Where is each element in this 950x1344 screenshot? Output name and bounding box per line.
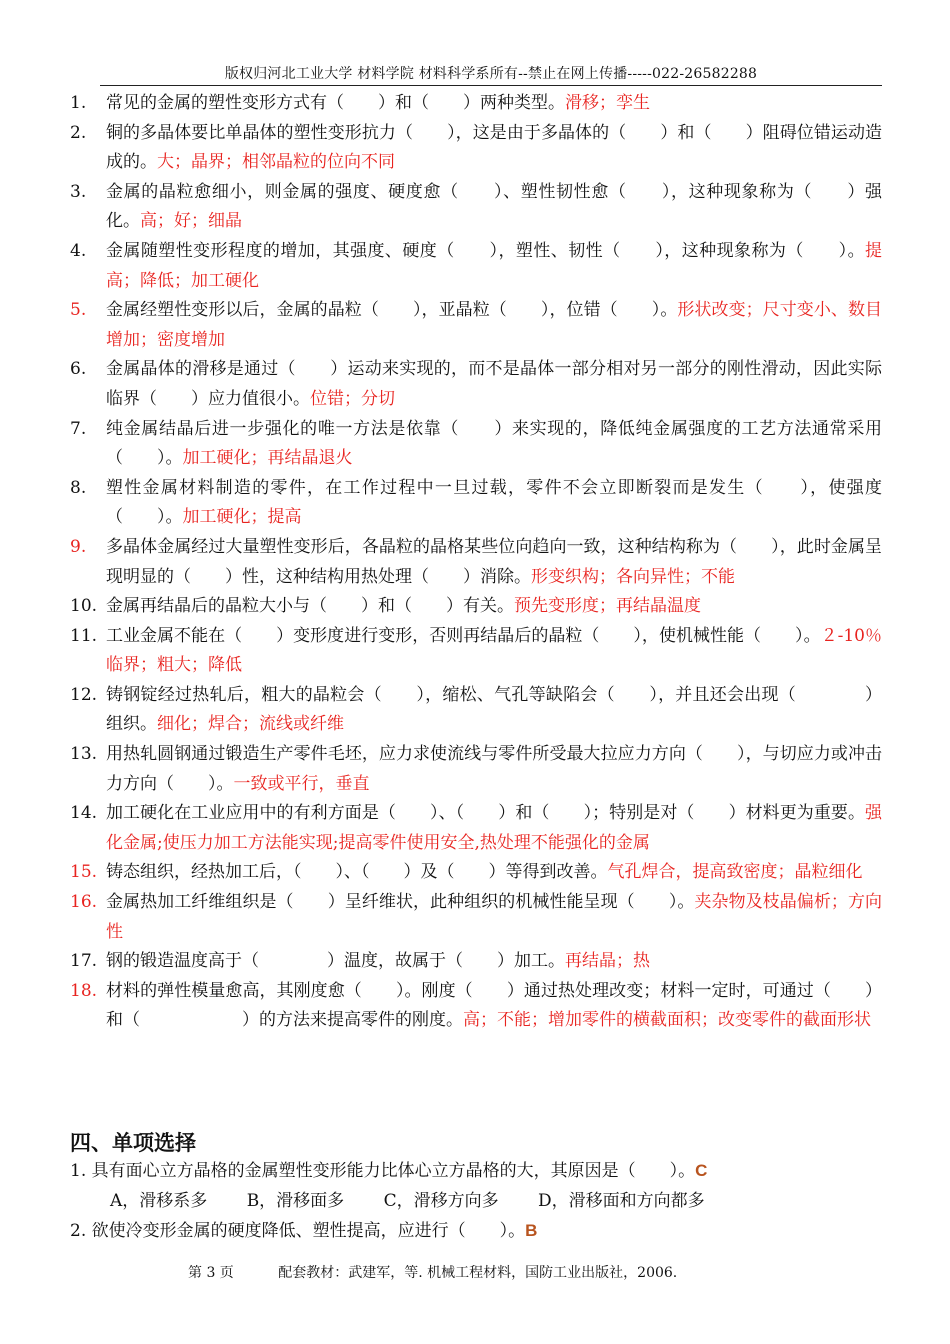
question-item bbox=[70, 622, 882, 681]
question-item bbox=[70, 858, 882, 888]
question-body bbox=[106, 888, 882, 947]
question-text: 金属再结晶后的晶粒大小与（ ）和（ ）有关。 bbox=[106, 596, 514, 617]
question-body bbox=[106, 178, 882, 237]
question-body bbox=[106, 740, 882, 799]
option-a: A，滑移系多 bbox=[110, 1191, 208, 1211]
question-number: 1. bbox=[70, 93, 87, 113]
choice-answer: C bbox=[695, 1161, 708, 1180]
choice-question-text: 2. 欲使冷变形金属的硬度降低、塑性提高，应进行（ ）。 bbox=[70, 1221, 526, 1241]
question-number: 2. bbox=[70, 122, 87, 143]
option-c: C，滑移方向多 bbox=[383, 1191, 499, 1211]
question-number: 6. bbox=[70, 359, 87, 380]
answer-text: 加工硬化；再结晶退火 bbox=[182, 448, 353, 469]
answer-text: 强化金属;使压力加工方法能实现;提高零件使用安全,热处理不能强化的金属 bbox=[106, 803, 882, 853]
question-number: 3. bbox=[70, 181, 87, 202]
question-number: 9. bbox=[70, 536, 87, 557]
question-body bbox=[106, 415, 882, 474]
question-number: 16. bbox=[70, 892, 98, 913]
question-item bbox=[70, 119, 882, 178]
question-text: 金属的晶粒愈细小，则金属的强度、硬度愈（ ）、塑性韧性愈（ ），这种现象称为（ ）强化。 bbox=[106, 181, 882, 232]
answer-text: 提高；降低；加工硬化 bbox=[106, 240, 882, 291]
question-text: 金属晶体的滑移是通过（ ）运动来实现的，而不是晶体一部分相对另一部分的刚性滑动，因此实际临界（ ）应力值很小。 bbox=[106, 359, 882, 409]
question-number: 12. bbox=[70, 684, 98, 705]
choice-question-text: 1. 具有面心立方晶格的金属塑性变形能力比体心立方晶格的大，其原因是（ ）。 bbox=[70, 1161, 696, 1181]
textbook-reference: 配套教材：武建军，等. 机械工程材料，国防工业出版社，2006. bbox=[278, 1265, 678, 1281]
answer-text: ２-10％临界；粗大；降低 bbox=[106, 625, 882, 676]
answer-text: 一致或平行，垂直 bbox=[233, 773, 370, 794]
question-text: 多晶体金属经过大量塑性变形后，各晶粒的晶格某些位向趋向一致，这种结构称为（ ），此时金属呈现明显的（ ）性，这种结构用热处理（ ）消除。 bbox=[106, 536, 882, 587]
answer-text: 预先变形度；再结晶温度 bbox=[514, 596, 701, 617]
answer-text: 形变织构；各向异性；不能 bbox=[531, 566, 735, 587]
answer-text: 细化；焊合；流线或纤维 bbox=[157, 714, 344, 735]
choice-answer: B bbox=[525, 1221, 538, 1240]
page-footer bbox=[188, 1262, 677, 1282]
question-text: 铜的多晶体要比单晶体的塑性变形抗力（ ），这是由于多晶体的（ ）和（ ）阻碍位错运动造成的。 bbox=[106, 122, 882, 173]
question-text: 铸钢锭经过热轧后，粗大的晶粒会（ ），缩松、气孔等缺陷会（ ），并且还会出现（ ）组织。 bbox=[106, 684, 882, 735]
question-body bbox=[106, 533, 882, 592]
question-number: 5. bbox=[70, 300, 87, 321]
question-item bbox=[70, 888, 882, 947]
question-item bbox=[70, 355, 882, 414]
fill-in-questions bbox=[70, 89, 882, 1036]
question-text: 材料的弹性模量愈高，其刚度愈（ ）。刚度（ ）通过热处理改变；材料一定时，可通过（ ）和（ ）的方法来提高零件的刚度。 bbox=[106, 980, 882, 1031]
question-text: 纯金属结晶后进一步强化的唯一方法是依靠（ ）来实现的，降低纯金属强度的工艺方法通常采用（ ）。 bbox=[106, 418, 882, 469]
question-text: 金属经塑性变形以后，金属的晶粒（ ），亚晶粒（ ），位错（ ）。 bbox=[106, 300, 678, 321]
question-number: 17. bbox=[70, 951, 98, 972]
question-number: 13. bbox=[70, 744, 98, 765]
question-number: 4. bbox=[70, 240, 87, 261]
question-body bbox=[106, 977, 882, 1036]
question-item bbox=[70, 977, 882, 1036]
question-text: 塑性金属材料制造的零件，在工作过程中一旦过载，零件不会立即断裂而是发生（ ），使强度（ ）。 bbox=[106, 477, 882, 528]
question-item bbox=[70, 415, 882, 474]
question-text: 用热轧圆钢通过锻造生产零件毛坯，应力求使流线与零件所受最大拉应力方向（ ），与切应力或冲击力方向（ ）。 bbox=[106, 744, 882, 794]
answer-text: 加工硬化；提高 bbox=[182, 507, 302, 528]
question-text: 工业金属不能在（ ）变形度进行变形，否则再结晶后的晶粒（ ），使机械性能（ ）。 bbox=[106, 625, 821, 646]
question-item bbox=[70, 296, 882, 355]
question-item bbox=[70, 592, 882, 622]
question-body bbox=[106, 296, 882, 355]
answer-text: 位错；分切 bbox=[310, 388, 395, 409]
question-item bbox=[70, 178, 882, 237]
question-number: 7. bbox=[70, 418, 87, 439]
question-number: 10. bbox=[70, 596, 98, 617]
question-text: 铸态组织，经热加工后，（ ）、（ ）及（ ）等得到改善。 bbox=[106, 862, 608, 883]
question-item bbox=[70, 237, 882, 296]
answer-text: 滑移；孪生 bbox=[565, 93, 650, 113]
question-number: 15. bbox=[70, 862, 98, 883]
question-text: 钢的锻造温度高于（ ）温度，故属于（ ）加工。 bbox=[106, 951, 565, 972]
question-item bbox=[70, 89, 882, 119]
question-number: 8. bbox=[70, 477, 87, 498]
question-body bbox=[106, 622, 882, 681]
question-item bbox=[70, 681, 882, 740]
question-item bbox=[70, 474, 882, 533]
question-text: 金属随塑性变形程度的增加，其强度、硬度（ ），塑性、韧性（ ），这种现象称为（ ）。 bbox=[106, 240, 865, 261]
question-item bbox=[70, 533, 882, 592]
page-number: 第 3 页 bbox=[188, 1265, 234, 1281]
question-number: 18. bbox=[70, 980, 98, 1001]
page-header: 版权归河北工业大学 材料学院 材料科学系所有--禁止在网上传播-----022-26582288 bbox=[224, 66, 758, 82]
question-item bbox=[70, 740, 882, 799]
question-body bbox=[106, 237, 882, 296]
answer-text: 高；不能；增加零件的横截面积；改变零件的截面形状 bbox=[463, 1010, 871, 1031]
question-body bbox=[106, 858, 882, 888]
question-number: 14. bbox=[70, 803, 98, 824]
question-body bbox=[106, 799, 882, 858]
answer-text: 高；好；细晶 bbox=[140, 211, 242, 232]
question-text: 金属热加工纤维组织是（ ）呈纤维状，此种组织的机械性能呈现（ ）。 bbox=[106, 892, 695, 913]
header-divider bbox=[100, 85, 882, 86]
choice-options bbox=[110, 1187, 739, 1215]
question-body bbox=[106, 89, 882, 119]
answer-text: 夹杂物及枝晶偏析；方向性 bbox=[106, 892, 883, 942]
question-body bbox=[106, 474, 882, 533]
question-body bbox=[106, 119, 882, 178]
question-body bbox=[106, 592, 882, 622]
answer-text: 再结晶；热 bbox=[565, 951, 650, 972]
question-item bbox=[70, 947, 882, 977]
question-item bbox=[70, 799, 882, 858]
question-text: 常见的金属的塑性变形方式有（ ）和（ ）两种类型。 bbox=[106, 93, 565, 113]
option-d: D，滑移面和方向都多 bbox=[538, 1191, 705, 1211]
answer-text: 大；晶界；相邻晶粒的位向不同 bbox=[157, 152, 395, 173]
question-number: 11. bbox=[70, 625, 98, 646]
answer-text: 气孔焊合，提高致密度；晶粒细化 bbox=[607, 862, 863, 883]
section-title: 四、单项选择 bbox=[70, 1131, 196, 1155]
question-body bbox=[106, 947, 882, 977]
choice-question-1 bbox=[70, 1157, 882, 1185]
question-text: 加工硬化在工业应用中的有利方面是（ ）、（ ）和（ ）；特别是对（ ）材料更为重要。 bbox=[106, 803, 865, 824]
option-b: B，滑移面多 bbox=[246, 1191, 345, 1211]
question-body bbox=[106, 681, 882, 740]
question-body bbox=[106, 355, 882, 414]
answer-text: 形状改变；尺寸变小、数目增加；密度增加 bbox=[106, 300, 883, 350]
choice-question-2 bbox=[70, 1217, 882, 1245]
